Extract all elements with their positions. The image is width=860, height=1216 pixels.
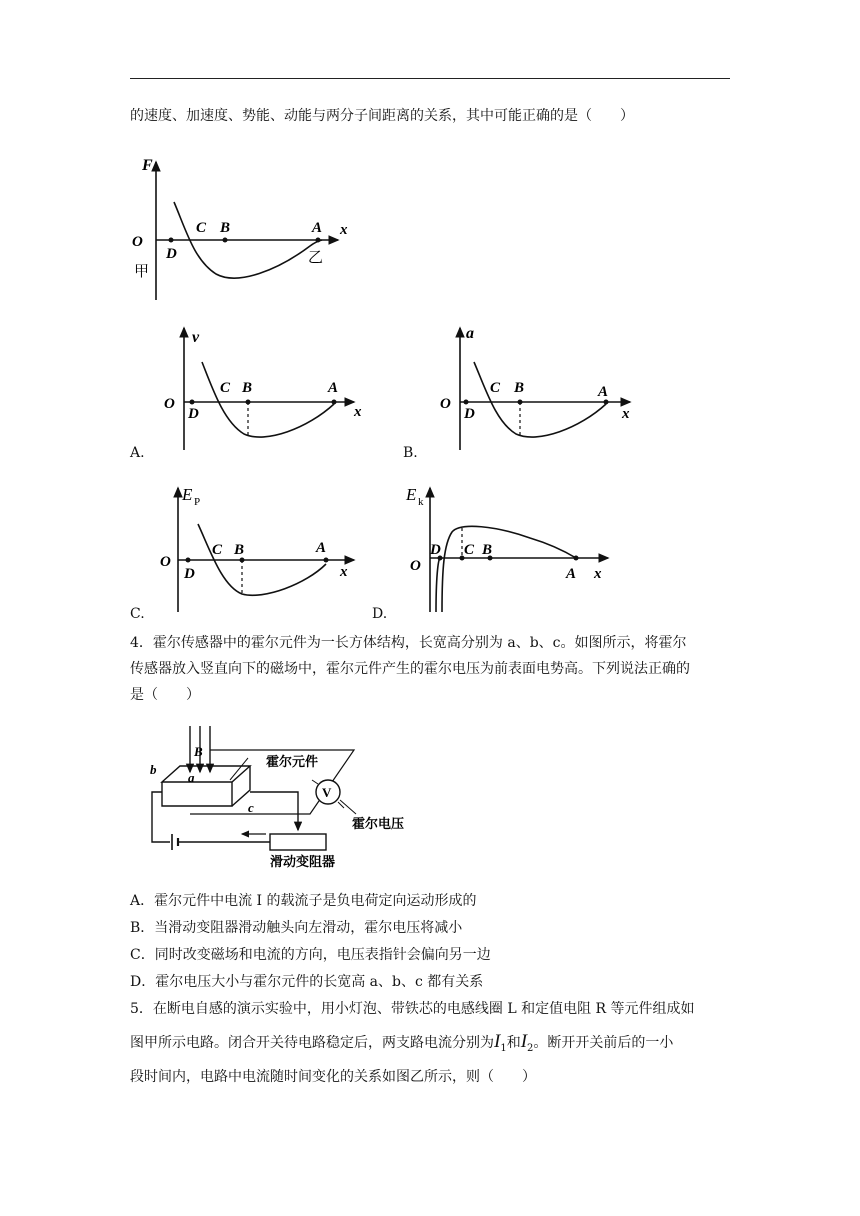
option-b-C: C xyxy=(490,380,501,396)
option-c-origin: O xyxy=(160,554,171,570)
hall-B-label: B xyxy=(194,744,203,759)
fig-point-C: C xyxy=(196,220,207,236)
hall-c-label: c xyxy=(248,800,254,815)
option-d-label[interactable]: D. xyxy=(372,606,388,622)
q4-stem-line2: 传感器放入竖直向下的磁场中，霍尔元件产生的霍尔电压为前表面电势高。下列说法正确的 xyxy=(130,661,690,677)
option-c-x: x xyxy=(340,564,348,580)
option-a-x: x xyxy=(354,404,362,420)
option-d-B: B xyxy=(482,542,493,558)
q5-stem-line3: 段时间内，电路中电流随时间变化的关系如图乙所示，则（ ） xyxy=(130,1069,536,1085)
q4-stem-line1: 4．霍尔传感器中的霍尔元件为一长方体结构，长宽高分别为 a、b、c。如图所示，将霍尔 xyxy=(130,635,687,651)
option-c-label[interactable]: C. xyxy=(130,606,145,622)
voltmeter-label: V xyxy=(322,785,332,800)
current-I2-sub: 2 xyxy=(527,1042,534,1054)
option-d-y-sub: k xyxy=(418,496,424,508)
q5-and: 和 xyxy=(506,1035,521,1051)
option-d-C: C xyxy=(464,542,475,558)
fig-point-D: D xyxy=(166,246,177,262)
option-a-D: D xyxy=(188,406,199,422)
hall-element-label: 霍尔元件 xyxy=(266,754,319,769)
option-c-y-label: E xyxy=(182,485,193,504)
option-a-origin: O xyxy=(164,396,175,412)
q4-option-c[interactable]: C．同时改变磁场和电流的方向，电压表指针会偏向另一边 xyxy=(130,947,491,963)
q4-option-a[interactable]: A．霍尔元件中电流 I 的载流子是负电荷定向运动形成的 xyxy=(130,893,477,909)
option-c-B: B xyxy=(234,542,245,558)
q4-stem-line3: 是（ ） xyxy=(130,687,200,703)
fig-origin: O xyxy=(132,234,143,250)
option-b-A: A xyxy=(598,384,609,400)
option-a-B: B xyxy=(242,380,253,396)
fig-F-label: F xyxy=(142,157,153,174)
current-I1: I xyxy=(494,1031,501,1052)
option-a-C: C xyxy=(220,380,231,396)
q5-line2-text-b: 。断开开关前后的一小 xyxy=(533,1035,674,1051)
fig-x-label: x xyxy=(340,222,348,238)
hall-voltage-label: 霍尔电压 xyxy=(352,816,405,831)
fig-point-A: A xyxy=(312,220,323,236)
option-b-origin: O xyxy=(440,396,451,412)
option-b-label[interactable]: B. xyxy=(403,445,418,461)
option-b-D: D xyxy=(464,406,475,422)
q4-option-b[interactable]: B．当滑动变阻器滑动触头向左滑动，霍尔电压将减小 xyxy=(130,920,463,936)
option-a-A: A xyxy=(328,380,339,396)
option-c-D: D xyxy=(184,566,195,582)
option-c-graph xyxy=(158,478,373,613)
header-rule xyxy=(130,78,730,79)
option-b-graph xyxy=(434,318,649,453)
option-b-y-label: a xyxy=(466,325,474,342)
q5-stem-line1: 5．在断电自感的演示实验中，用小灯泡、带铁芯的电感线圈 L 和定值电阻 R 等元件组成如 xyxy=(130,1001,695,1017)
q4-option-d[interactable]: D．霍尔电压大小与霍尔元件的长宽高 a、b、c 都有关系 xyxy=(130,974,484,990)
option-c-A: A xyxy=(316,540,327,556)
option-d-A: A xyxy=(566,566,577,582)
q5-line2-text-a: 图甲所示电路。闭合开关待电路稳定后，两支路电流分别为 xyxy=(130,1035,494,1051)
hall-b-label: b xyxy=(150,762,157,777)
option-b-x: x xyxy=(622,406,630,422)
q3-main-figure xyxy=(128,150,368,305)
option-d-origin: O xyxy=(410,558,421,574)
fig-point-B: B xyxy=(220,220,231,236)
fig-tag-jia: 甲 xyxy=(134,264,150,280)
current-I1-sub: 1 xyxy=(500,1042,507,1054)
option-a-graph xyxy=(158,318,373,453)
current-I2: I xyxy=(520,1031,528,1052)
q3-stem: 的速度、加速度、势能、动能与两分子间距离的关系，其中可能正确的是（ ） xyxy=(130,108,634,124)
option-c-y-sub: P xyxy=(194,496,201,508)
option-d-y-label: E xyxy=(406,485,417,504)
option-c-C: C xyxy=(212,542,223,558)
hall-sensor-figure xyxy=(130,722,430,872)
option-a-label[interactable]: A. xyxy=(130,445,145,461)
option-d-D: D xyxy=(430,542,441,558)
q5-stem-line2 xyxy=(130,1032,673,1059)
hall-a-label: a xyxy=(188,770,195,785)
option-a-y-label: v xyxy=(192,329,200,346)
option-d-x: x xyxy=(594,566,602,582)
option-b-B: B xyxy=(514,380,525,396)
rheostat-label: 滑动变阻器 xyxy=(270,854,336,869)
option-d-graph xyxy=(400,478,615,613)
fig-tag-yi: 乙 xyxy=(308,250,324,266)
